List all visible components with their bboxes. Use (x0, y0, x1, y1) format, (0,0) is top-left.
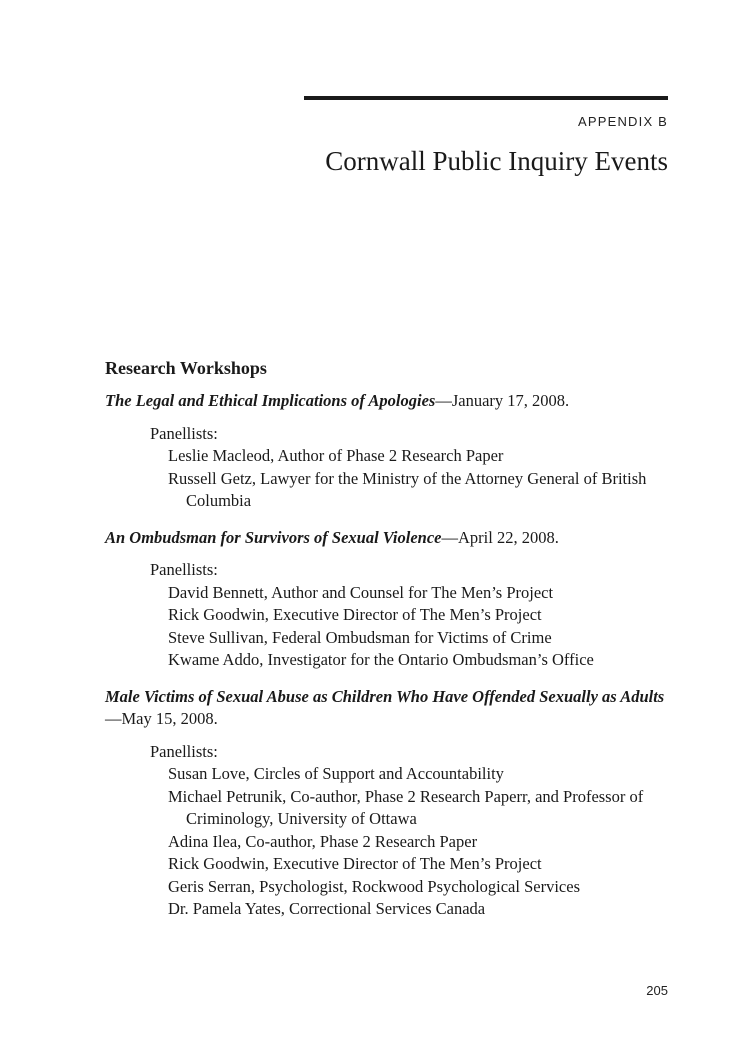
event-1 (105, 390, 670, 513)
panelist: Kwame Addo, Investigator for the Ontario Ombudsman’s Office (168, 650, 594, 669)
event-2 (105, 527, 670, 672)
event-date: —January 17, 2008. (435, 391, 570, 410)
event-title: Male Victims of Sexual Abuse as Children Who Have Offended Sexually as Adults (105, 686, 665, 706)
panelist: Dr. Pamela Yates, Correctional Services Canada (168, 899, 486, 918)
section-heading: Research Workshops (105, 358, 267, 378)
page-number: 205 (646, 983, 668, 998)
header-rule (304, 96, 668, 100)
panelist: Russell Getz, Lawyer for the Ministry of the Attorney General of British Columbia (168, 468, 647, 510)
main-content (105, 356, 670, 935)
panelist: Michael Petrunik, Co-author, Phase 2 Research Paperr, and Professor of Criminology, University of Ottawa (168, 786, 644, 828)
event-title: An Ombudsman for Survivors of Sexual Violence (105, 527, 442, 547)
event-title-line (105, 686, 670, 731)
panelist: Rick Goodwin, Executive Director of The Men’s Project (168, 605, 542, 624)
event-title-line (105, 390, 670, 413)
panelist: Adina Ilea, Co-author, Phase 2 Research Paper (168, 831, 478, 851)
panelist: Leslie Macleod, Author of Phase 2 Research Paper (168, 446, 504, 465)
event-3 (105, 686, 670, 921)
panellists-label: Panellists: (150, 741, 218, 761)
event-title: The Legal and Ethical Implications of Apologies (105, 391, 436, 410)
panelist: Susan Love, Circles of Support and Accountability (168, 764, 504, 783)
panellists-label: Panellists: (150, 560, 218, 579)
event-date: —May 15, 2008. (105, 709, 218, 728)
page-title: Cornwall Public Inquiry Events (325, 146, 668, 176)
appendix-label: APPENDIX B (577, 114, 668, 129)
panellists-label: Panellists: (150, 423, 218, 443)
event-date: —April 22, 2008. (441, 527, 559, 547)
event-title-line (105, 527, 670, 550)
panelist: Rick Goodwin, Executive Director of The Men’s Project (168, 854, 542, 873)
panelist: Geris Serran, Psychologist, Rockwood Psychological Services (168, 876, 580, 896)
panelist: Steve Sullivan, Federal Ombudsman for Victims of Crime (168, 627, 552, 647)
panelist: David Bennett, Author and Counsel for The Men’s Project (168, 582, 554, 602)
